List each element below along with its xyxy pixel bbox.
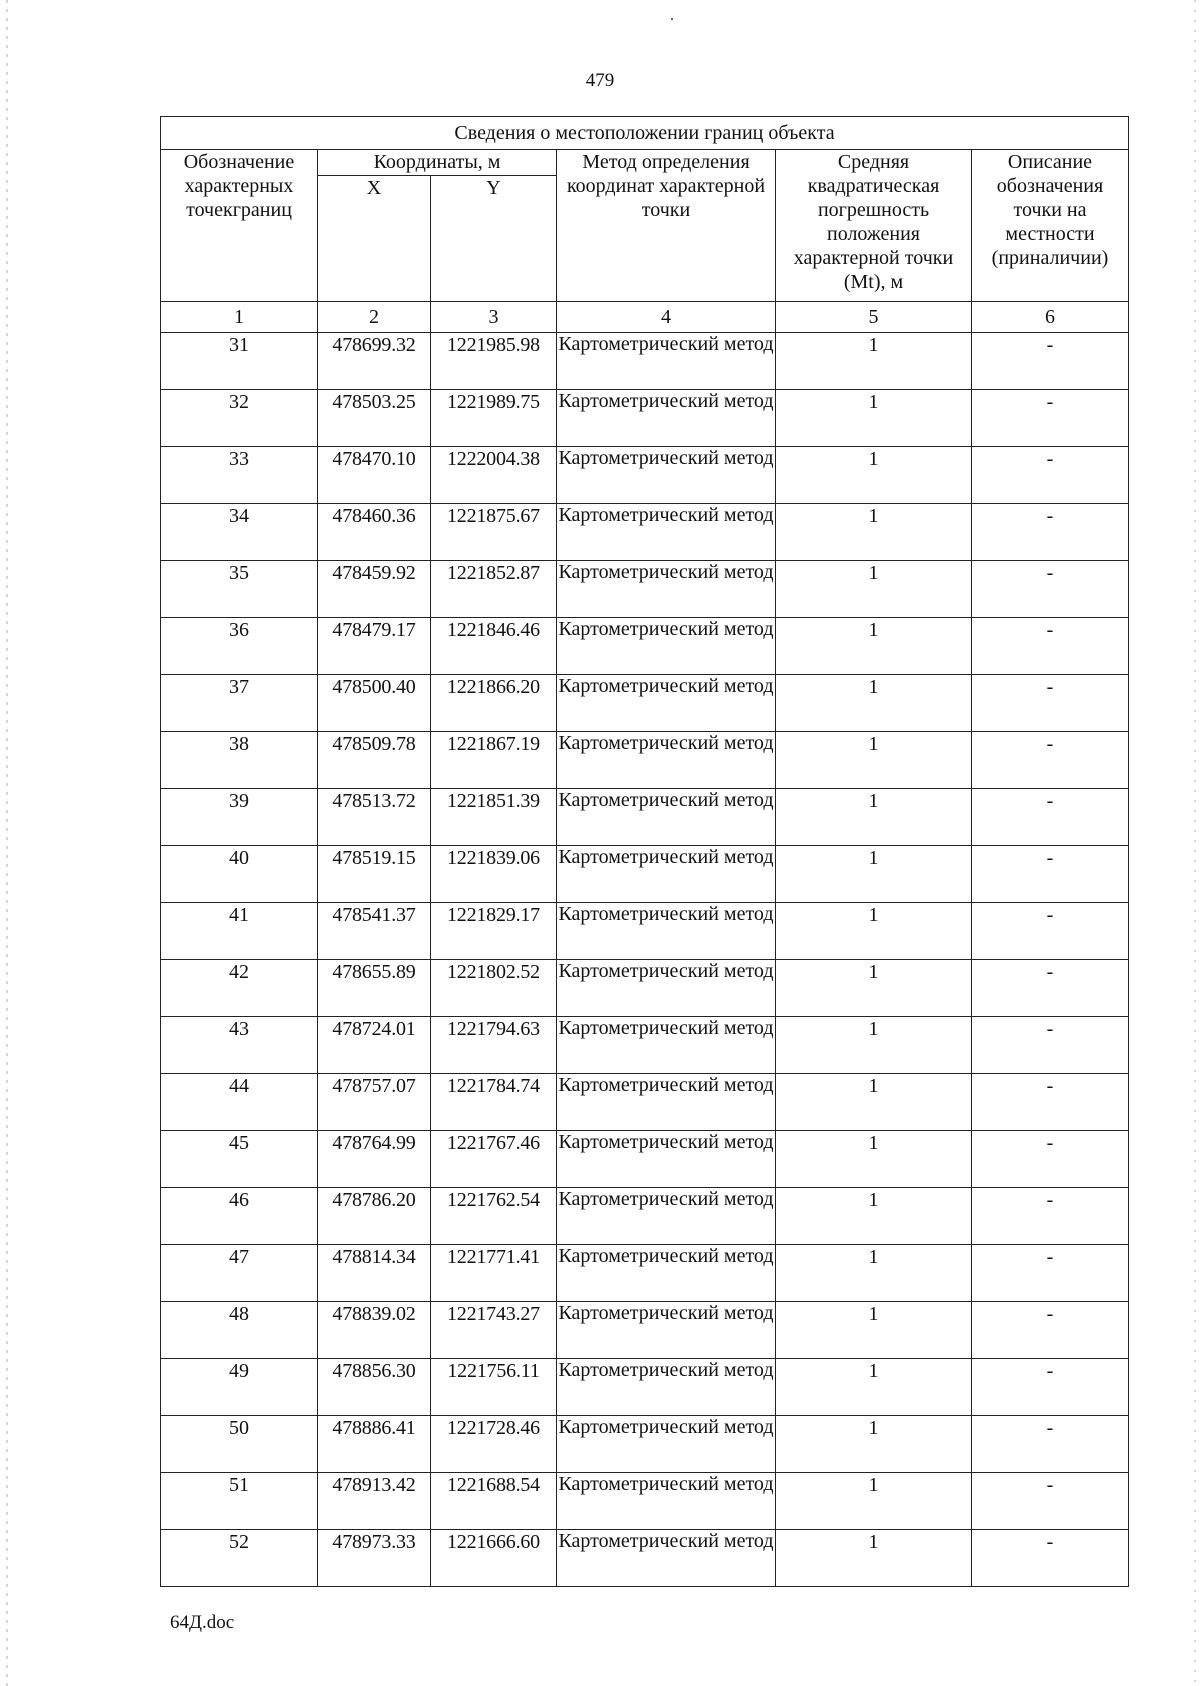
description-cell: -	[972, 333, 1129, 390]
description-cell: -	[972, 1530, 1129, 1587]
description-cell: -	[972, 1302, 1129, 1359]
x-coordinate-cell: 478699.32	[318, 333, 431, 390]
x-coordinate-cell: 478460.36	[318, 504, 431, 561]
description-cell: -	[972, 447, 1129, 504]
method-cell: Картометрический метод	[557, 1530, 776, 1587]
y-coordinate-cell: 1221784.74	[431, 1074, 557, 1131]
x-coordinate-cell: 478913.42	[318, 1473, 431, 1530]
y-coordinate-cell: 1221839.06	[431, 846, 557, 903]
point-cell: 34	[161, 504, 318, 561]
y-coordinate-cell: 1221771.41	[431, 1245, 557, 1302]
point-cell: 33	[161, 447, 318, 504]
table-row	[161, 1188, 1129, 1245]
column-number: 6	[972, 302, 1129, 333]
x-coordinate-cell: 478470.10	[318, 447, 431, 504]
table-row	[161, 1416, 1129, 1473]
y-coordinate-cell: 1221728.46	[431, 1416, 557, 1473]
description-cell: -	[972, 1245, 1129, 1302]
y-coordinate-cell: 1221829.17	[431, 903, 557, 960]
description-cell: -	[972, 675, 1129, 732]
table-title: Сведения о местоположении границ объекта	[161, 117, 1129, 150]
x-coordinate-cell: 478724.01	[318, 1017, 431, 1074]
description-cell: -	[972, 1074, 1129, 1131]
description-cell: -	[972, 561, 1129, 618]
y-coordinate-cell: 1221762.54	[431, 1188, 557, 1245]
table-row	[161, 903, 1129, 960]
mean-error-cell: 1	[776, 789, 972, 846]
description-cell: -	[972, 390, 1129, 447]
x-coordinate-cell: 478503.25	[318, 390, 431, 447]
point-cell: 32	[161, 390, 318, 447]
header-point-designation: Обозначение характерных точекграниц	[161, 150, 318, 302]
x-coordinate-cell: 478519.15	[318, 846, 431, 903]
point-cell: 42	[161, 960, 318, 1017]
method-cell: Картометрический метод	[557, 561, 776, 618]
description-cell: -	[972, 1416, 1129, 1473]
header-y: Y	[431, 176, 557, 302]
y-coordinate-cell: 1221866.20	[431, 675, 557, 732]
y-coordinate-cell: 1221666.60	[431, 1530, 557, 1587]
table-row	[161, 447, 1129, 504]
x-coordinate-cell: 478973.33	[318, 1530, 431, 1587]
mean-error-cell: 1	[776, 333, 972, 390]
y-coordinate-cell: 1221743.27	[431, 1302, 557, 1359]
x-coordinate-cell: 478655.89	[318, 960, 431, 1017]
mean-error-cell: 1	[776, 1302, 972, 1359]
table-row	[161, 846, 1129, 903]
y-coordinate-cell: 1221767.46	[431, 1131, 557, 1188]
column-number: 1	[161, 302, 318, 333]
table-row	[161, 333, 1129, 390]
table-row	[161, 960, 1129, 1017]
point-cell: 35	[161, 561, 318, 618]
method-cell: Картометрический метод	[557, 333, 776, 390]
table-row	[161, 732, 1129, 789]
table-row	[161, 1017, 1129, 1074]
method-cell: Картометрический метод	[557, 789, 776, 846]
method-cell: Картометрический метод	[557, 1416, 776, 1473]
table-row	[161, 1074, 1129, 1131]
method-cell: Картометрический метод	[557, 1074, 776, 1131]
column-number: 5	[776, 302, 972, 333]
column-number-row	[161, 302, 1129, 333]
x-coordinate-cell: 478459.92	[318, 561, 431, 618]
y-coordinate-cell: 1221989.75	[431, 390, 557, 447]
point-cell: 48	[161, 1302, 318, 1359]
header-mean-error: Средняя квадратическая погрешность положения характерной точки (Mt), м	[776, 150, 972, 302]
description-cell: -	[972, 1017, 1129, 1074]
mean-error-cell: 1	[776, 1530, 972, 1587]
method-cell: Картометрический метод	[557, 675, 776, 732]
description-cell: -	[972, 732, 1129, 789]
table-row	[161, 1473, 1129, 1530]
method-cell: Картометрический метод	[557, 504, 776, 561]
x-coordinate-cell: 478479.17	[318, 618, 431, 675]
y-coordinate-cell: 1221867.19	[431, 732, 557, 789]
method-cell: Картометрический метод	[557, 447, 776, 504]
y-coordinate-cell: 1221794.63	[431, 1017, 557, 1074]
table-row	[161, 561, 1129, 618]
header-coordinates: Координаты, м	[318, 150, 557, 176]
point-cell: 52	[161, 1530, 318, 1587]
method-cell: Картометрический метод	[557, 1131, 776, 1188]
table-body	[161, 333, 1129, 1587]
point-cell: 41	[161, 903, 318, 960]
page-number: 479	[585, 70, 615, 91]
header-x: X	[318, 176, 431, 302]
x-coordinate-cell: 478839.02	[318, 1302, 431, 1359]
point-cell: 49	[161, 1359, 318, 1416]
point-cell: 46	[161, 1188, 318, 1245]
table-row	[161, 1359, 1129, 1416]
x-coordinate-cell: 478786.20	[318, 1188, 431, 1245]
mean-error-cell: 1	[776, 1188, 972, 1245]
table-row	[161, 1302, 1129, 1359]
x-coordinate-cell: 478814.34	[318, 1245, 431, 1302]
x-coordinate-cell: 478541.37	[318, 903, 431, 960]
y-coordinate-cell: 1221875.67	[431, 504, 557, 561]
description-cell: -	[972, 903, 1129, 960]
x-coordinate-cell: 478509.78	[318, 732, 431, 789]
description-cell: -	[972, 1131, 1129, 1188]
mean-error-cell: 1	[776, 390, 972, 447]
point-cell: 37	[161, 675, 318, 732]
method-cell: Картометрический метод	[557, 846, 776, 903]
mean-error-cell: 1	[776, 960, 972, 1017]
scan-edge-right	[1194, 0, 1196, 1686]
mean-error-cell: 1	[776, 732, 972, 789]
mean-error-cell: 1	[776, 447, 972, 504]
column-number: 2	[318, 302, 431, 333]
description-cell: -	[972, 1359, 1129, 1416]
description-cell: -	[972, 618, 1129, 675]
method-cell: Картометрический метод	[557, 1188, 776, 1245]
mean-error-cell: 1	[776, 846, 972, 903]
mean-error-cell: 1	[776, 1416, 972, 1473]
point-cell: 39	[161, 789, 318, 846]
method-cell: Картометрический метод	[557, 1017, 776, 1074]
method-cell: Картометрический метод	[557, 390, 776, 447]
y-coordinate-cell: 1221851.39	[431, 789, 557, 846]
x-coordinate-cell: 478764.99	[318, 1131, 431, 1188]
point-cell: 47	[161, 1245, 318, 1302]
point-cell: 44	[161, 1074, 318, 1131]
footer-filename: 64Д.doc	[170, 1612, 235, 1633]
table-row	[161, 1245, 1129, 1302]
point-cell: 31	[161, 333, 318, 390]
header-method: Метод определения координат характерной точки	[557, 150, 776, 302]
table-row	[161, 1131, 1129, 1188]
method-cell: Картометрический метод	[557, 732, 776, 789]
x-coordinate-cell: 478856.30	[318, 1359, 431, 1416]
mean-error-cell: 1	[776, 504, 972, 561]
table-row	[161, 789, 1129, 846]
y-coordinate-cell: 1221852.87	[431, 561, 557, 618]
method-cell: Картометрический метод	[557, 960, 776, 1017]
mean-error-cell: 1	[776, 1359, 972, 1416]
table-row	[161, 675, 1129, 732]
mean-error-cell: 1	[776, 1017, 972, 1074]
description-cell: -	[972, 504, 1129, 561]
y-coordinate-cell: 1221802.52	[431, 960, 557, 1017]
description-cell: -	[972, 846, 1129, 903]
scan-edge-left	[6, 0, 8, 1686]
table-row	[161, 390, 1129, 447]
point-cell: 40	[161, 846, 318, 903]
x-coordinate-cell: 478513.72	[318, 789, 431, 846]
method-cell: Картометрический метод	[557, 1245, 776, 1302]
description-cell: -	[972, 1473, 1129, 1530]
column-number: 4	[557, 302, 776, 333]
mean-error-cell: 1	[776, 561, 972, 618]
y-coordinate-cell: 1221846.46	[431, 618, 557, 675]
point-cell: 38	[161, 732, 318, 789]
mean-error-cell: 1	[776, 1074, 972, 1131]
point-cell: 45	[161, 1131, 318, 1188]
mean-error-cell: 1	[776, 1245, 972, 1302]
method-cell: Картометрический метод	[557, 1302, 776, 1359]
method-cell: Картометрический метод	[557, 1359, 776, 1416]
x-coordinate-cell: 478886.41	[318, 1416, 431, 1473]
point-cell: 50	[161, 1416, 318, 1473]
y-coordinate-cell: 1221985.98	[431, 333, 557, 390]
point-cell: 51	[161, 1473, 318, 1530]
mean-error-cell: 1	[776, 1473, 972, 1530]
point-cell: 36	[161, 618, 318, 675]
y-coordinate-cell: 1221688.54	[431, 1473, 557, 1530]
description-cell: -	[972, 960, 1129, 1017]
mean-error-cell: 1	[776, 1131, 972, 1188]
mean-error-cell: 1	[776, 903, 972, 960]
x-coordinate-cell: 478500.40	[318, 675, 431, 732]
table-row	[161, 504, 1129, 561]
method-cell: Картометрический метод	[557, 618, 776, 675]
table-row	[161, 618, 1129, 675]
column-number: 3	[431, 302, 557, 333]
mean-error-cell: 1	[776, 618, 972, 675]
description-cell: -	[972, 1188, 1129, 1245]
y-coordinate-cell: 1222004.38	[431, 447, 557, 504]
boundary-table	[160, 116, 1129, 1587]
method-cell: Картометрический метод	[557, 1473, 776, 1530]
mean-error-cell: 1	[776, 675, 972, 732]
scan-dot	[671, 18, 673, 20]
table-row	[161, 1530, 1129, 1587]
description-cell: -	[972, 789, 1129, 846]
method-cell: Картометрический метод	[557, 903, 776, 960]
header-description: Описание обозначения точки на местности (приналичии)	[972, 150, 1129, 302]
y-coordinate-cell: 1221756.11	[431, 1359, 557, 1416]
point-cell: 43	[161, 1017, 318, 1074]
x-coordinate-cell: 478757.07	[318, 1074, 431, 1131]
